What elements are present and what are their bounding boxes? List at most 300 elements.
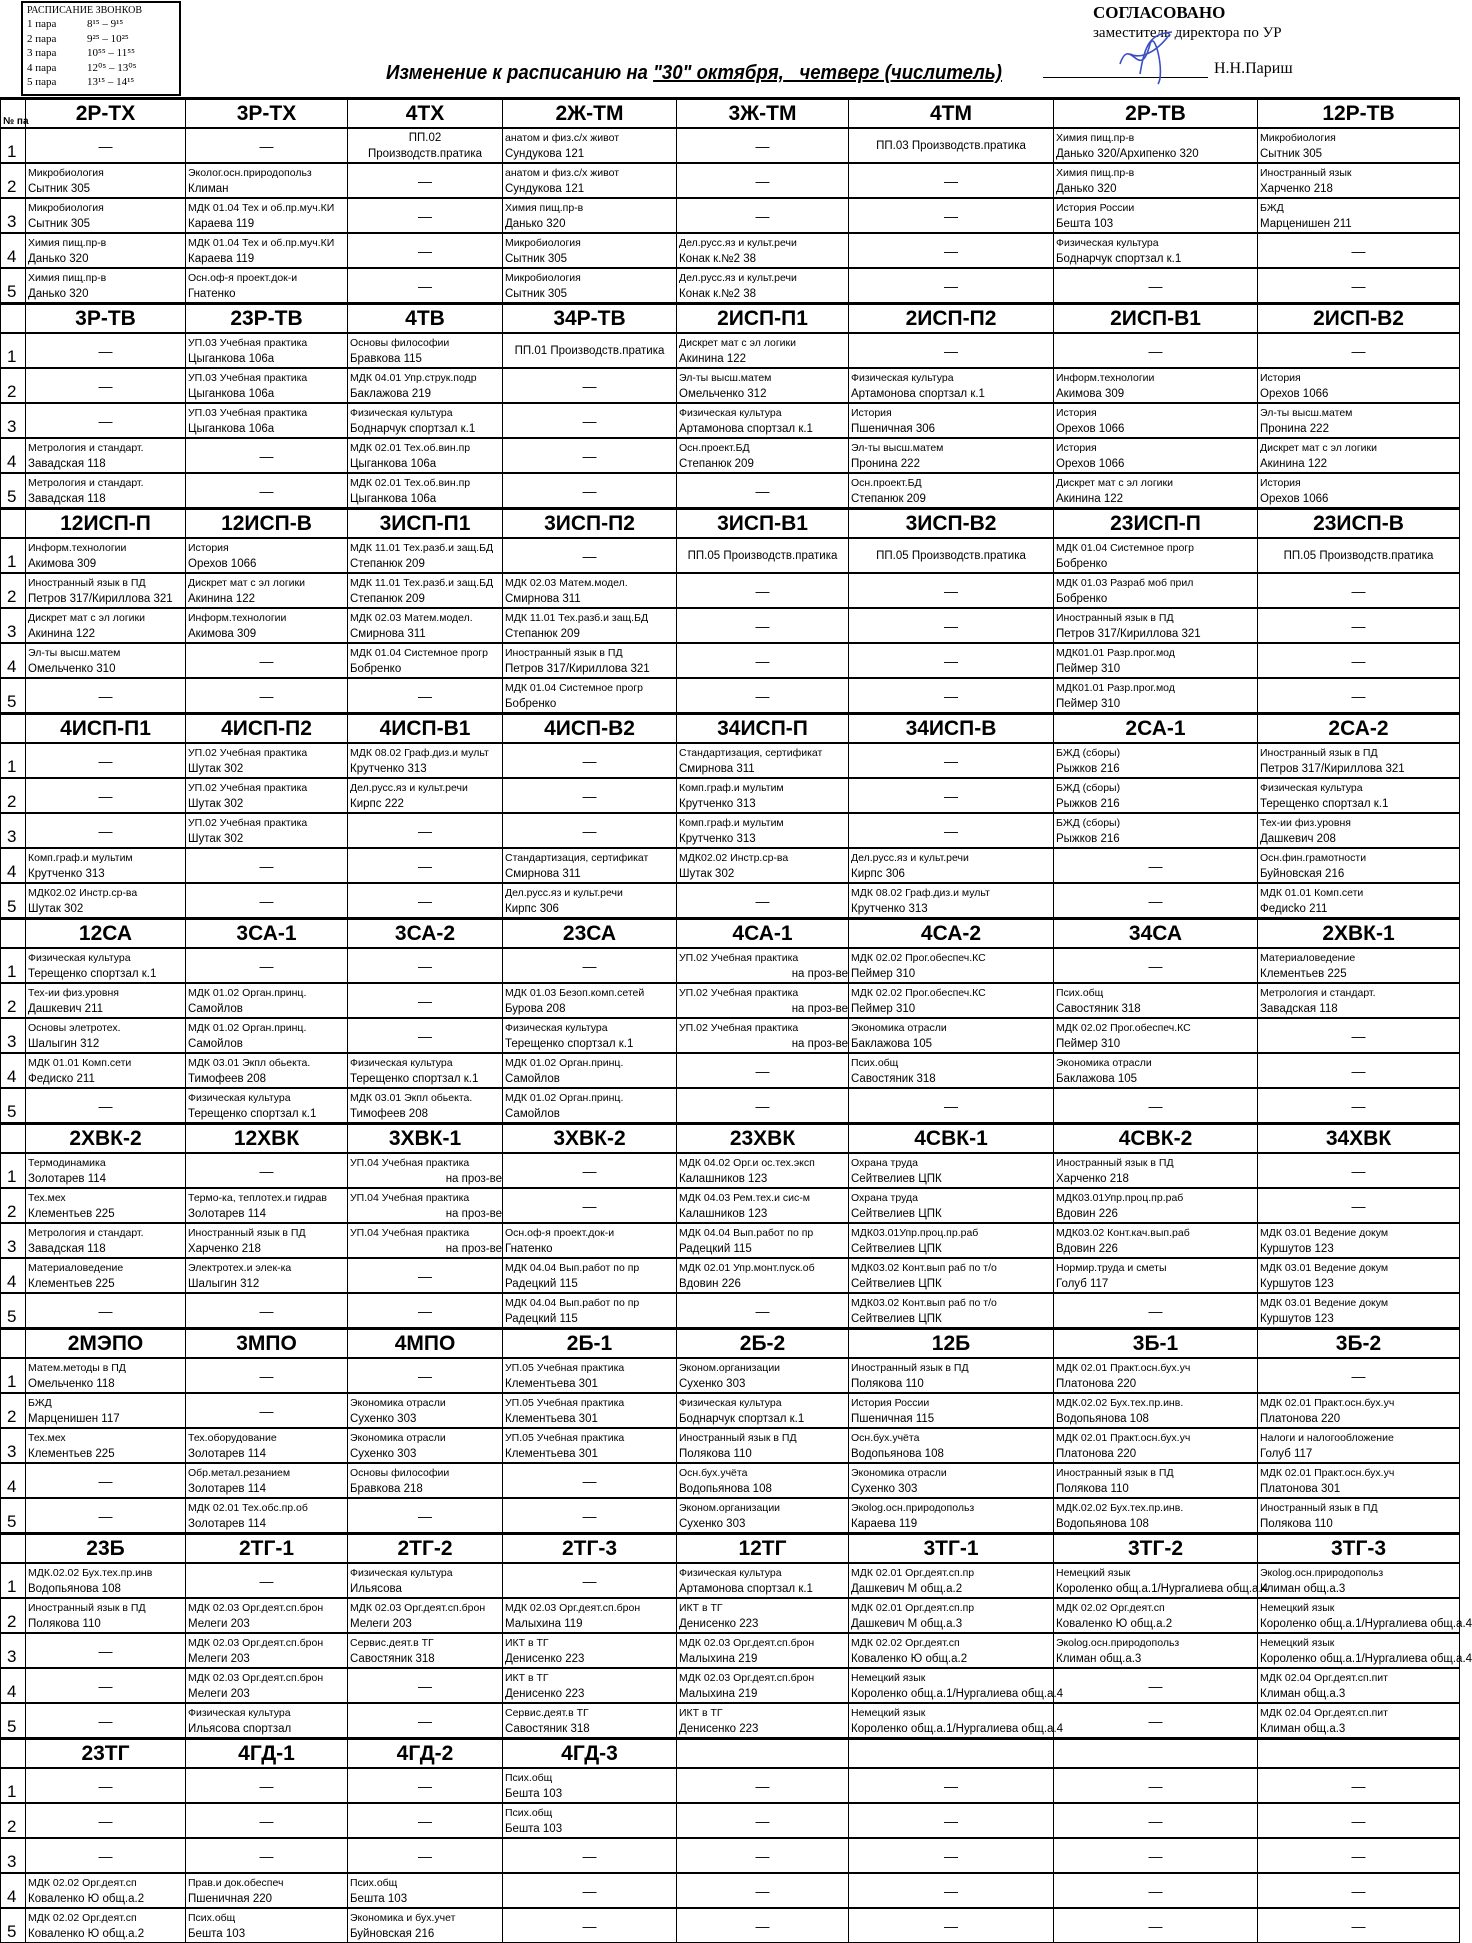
lesson-cell <box>503 1393 677 1428</box>
table-row <box>1 473 1460 509</box>
teacher-room-label: Крутченко 313 <box>679 832 756 845</box>
teacher-room-label: Дашкевич М общ.а.2 <box>851 1582 963 1595</box>
group-name: 2Р-ТВ <box>1054 99 1258 129</box>
group-name: 2СА-2 <box>1258 714 1460 744</box>
lesson-cell <box>1258 778 1460 813</box>
empty-cell: — <box>26 1703 186 1739</box>
subject-label: МДК 02.01 Орг.деят.сп.пр <box>851 1601 975 1614</box>
empty-cell: — <box>849 1838 1054 1873</box>
subject-label: Комп.граф.и мультим <box>679 816 784 829</box>
teacher-room-label: Завадская 118 <box>1260 1002 1338 1015</box>
teacher-room-label: Куршутов 123 <box>1260 1312 1334 1325</box>
table-row <box>1 1498 1460 1534</box>
lesson-cell <box>1054 1358 1258 1393</box>
teacher-room-label: Радецкий 115 <box>505 1277 578 1290</box>
teacher-room-label: Тимофеев 208 <box>350 1107 428 1120</box>
teacher-room-label: Дашкевич 208 <box>1260 832 1336 845</box>
teacher-room-label: Конак к.№2 38 <box>679 252 757 265</box>
empty-cell: — <box>849 1873 1054 1908</box>
subject-label: УП.02 Учебная практика <box>188 746 308 759</box>
empty-cell: — <box>348 1358 503 1393</box>
teacher-room-label: Дашкевич 211 <box>28 1002 104 1015</box>
teacher-room-label: Караева 119 <box>188 217 255 230</box>
subject-label: МДК 02.02 Орг.деят.сп <box>851 1636 960 1649</box>
subject-label: МДК 02.02 Орг.деят.сп <box>1056 1601 1165 1614</box>
lesson-cell <box>186 1018 348 1053</box>
lesson-cell <box>677 368 849 403</box>
group-name: 4ИСП-П1 <box>26 714 186 744</box>
teacher-room-label: Сухенко 303 <box>350 1447 417 1460</box>
subject-label: МДК 04.02 Орг.и ос.тех.эксп <box>679 1156 815 1169</box>
empty-cell: — <box>186 438 348 473</box>
table-row <box>1 1803 1460 1838</box>
pair-number: 1 <box>1 1768 26 1803</box>
lesson-cell <box>348 1153 503 1188</box>
teacher-room-label: Золотарев 114 <box>188 1207 267 1220</box>
subject-label: Иностранный язык в ПД <box>1260 746 1378 759</box>
empty-cell: — <box>1258 1908 1460 1943</box>
teacher-room-label: Пеймер 310 <box>1056 697 1121 710</box>
title-date: "30" октября, <box>653 62 784 84</box>
teacher-room-label: Терещенко спортзал к.1 <box>28 967 157 980</box>
teacher-room-label: Данько 320 <box>28 287 89 300</box>
teacher-room-label: Самойлов <box>188 1037 243 1050</box>
lesson-cell <box>1054 608 1258 643</box>
lesson-cell <box>186 1053 348 1088</box>
subject-label: Охрана труда <box>851 1156 918 1169</box>
subject-label: МДК 03.01 Ведение докум <box>1260 1226 1389 1239</box>
lesson-cell <box>849 1703 1064 1739</box>
teacher-room-label: Завадская 118 <box>28 457 106 470</box>
empty-cell: — <box>348 883 503 919</box>
subject-label: Экolog.осн.природопольз <box>1056 1636 1180 1649</box>
subject-label: ИКТ в ТГ <box>679 1706 723 1719</box>
empty-cell: — <box>677 128 849 163</box>
subject-label: МДК.02.02 Бух.тех.пр.инв. <box>1056 1396 1184 1409</box>
table-row <box>1 1908 1460 1943</box>
group-name: 4ИСП-В1 <box>348 714 503 744</box>
subject-label: Физическая культура <box>350 1566 453 1579</box>
subject-label: Иностранный язык в ПД <box>1260 1501 1378 1514</box>
lesson-cell <box>1258 743 1460 778</box>
empty-cell: — <box>1054 1873 1258 1908</box>
teacher-room-label: Сейтвелиев ЦПК <box>851 1207 942 1220</box>
pair-number: 3 <box>1 1223 26 1258</box>
lesson-cell: ПП.05 Производств.пратика <box>677 538 849 573</box>
pair-number: 5 <box>1 473 26 509</box>
teacher-room-label: Боднарчук спортзал к.1 <box>1056 252 1182 265</box>
subject-label: Дискрет мат с эл логики <box>28 611 146 624</box>
pair-number: 2 <box>1 1393 26 1428</box>
subject-label: Эколог.осн.природопольз <box>188 166 312 179</box>
teacher-room-label: Марценишен 211 <box>1260 217 1352 230</box>
pair-number: 4 <box>1 1668 26 1703</box>
subject-label: Физическая культура <box>505 1021 608 1034</box>
group-name: 4ТМ <box>849 99 1054 129</box>
subject-label: Микробиология <box>28 201 104 214</box>
subject-label: УП.05 Учебная практика <box>505 1396 625 1409</box>
empty-cell: — <box>186 883 348 919</box>
empty-cell: — <box>1258 1153 1460 1188</box>
group-name: 3ИСП-П2 <box>503 509 677 539</box>
lesson-cell <box>1054 678 1258 714</box>
teacher-room-label: Крутченко 313 <box>851 902 928 915</box>
subject-label: Физическая культура <box>851 371 954 384</box>
lesson-cell <box>849 1188 1054 1223</box>
empty-cell: — <box>677 1768 849 1803</box>
subject-label: Иностранный язык в ПД <box>1056 1156 1174 1169</box>
subject-label: БЖД <box>28 1396 52 1409</box>
subject-label: Осн.фин.грамотности <box>1260 851 1367 864</box>
subject-label: Экolog.осн.природопольз <box>1260 1566 1384 1579</box>
subject-label: Иностранный язык в ПД <box>28 576 146 589</box>
subject-label: МДК 04.04 Вып.работ по пр <box>505 1296 640 1309</box>
teacher-room-label: Сытник 305 <box>28 182 91 195</box>
empty-cell: — <box>503 1153 677 1188</box>
lesson-cell <box>348 1088 503 1124</box>
lesson-cell <box>348 403 503 438</box>
empty-cell: — <box>1054 1803 1258 1838</box>
group-name <box>1258 1739 1460 1769</box>
pair-number: 1 <box>1 1153 26 1188</box>
lesson-cell <box>1054 573 1258 608</box>
subject-label: МДК 11.01 Тех.разб.и защ.БД <box>505 611 649 624</box>
empty-cell: — <box>186 1803 348 1838</box>
teacher-room-label: Платонова 301 <box>1260 1482 1341 1495</box>
group-name: 12Р-ТВ <box>1258 99 1460 129</box>
subject-label: Основы философии <box>350 336 450 349</box>
lesson-cell <box>503 268 677 304</box>
lesson-cell <box>186 403 348 438</box>
pair-number-header <box>1 714 26 744</box>
pair-number: 5 <box>1 1293 26 1329</box>
table-row <box>1 438 1460 473</box>
teacher-room-label: Крутченко 313 <box>28 867 105 880</box>
table-row <box>1 128 1460 163</box>
teacher-room-label: Климан общ.а.3 <box>1260 1582 1346 1595</box>
group-name: 3ИСП-В1 <box>677 509 849 539</box>
group-name: 3Р-ТВ <box>26 304 186 334</box>
empty-cell: — <box>1054 268 1258 304</box>
table-row <box>1 983 1460 1018</box>
teacher-room-label: Харченко 218 <box>188 1242 261 1255</box>
lesson-cell <box>1258 198 1460 233</box>
empty-cell: — <box>348 1838 503 1873</box>
empty-cell: — <box>677 678 849 714</box>
lesson-cell <box>503 1293 677 1329</box>
teacher-room-label: Смирнова 311 <box>350 627 426 640</box>
lesson-cell <box>186 573 348 608</box>
pair-number: 5 <box>1 678 26 714</box>
empty-cell: — <box>677 883 849 919</box>
empty-cell: — <box>186 643 348 678</box>
lesson-cell: ПП.05 Производств.пратика <box>1258 538 1460 573</box>
group-header-row <box>1 919 1460 949</box>
empty-cell: — <box>348 1803 503 1838</box>
subject-label: Метрология и стандарт. <box>1260 986 1376 999</box>
teacher-room-label: Цыганкова 106а <box>350 457 437 470</box>
subject-label: Материаловедение <box>28 1261 124 1274</box>
teacher-room-label: Данько 320/Архипенко 320 <box>1056 147 1199 160</box>
pair-number: 2 <box>1 1188 26 1223</box>
teacher-room-label: Шутак 302 <box>28 902 84 915</box>
lesson-cell <box>503 1223 677 1258</box>
table-row <box>1 1293 1460 1329</box>
lesson-cell <box>1054 1188 1258 1223</box>
teacher-room-label: Акимова 309 <box>28 557 97 570</box>
teacher-room-label: Водопьянова 108 <box>679 1482 772 1495</box>
subject-label: МДК 01.04 Системное прогр <box>350 646 488 659</box>
group-name: 2МЭПО <box>26 1329 186 1359</box>
teacher-room-label: Караева 119 <box>851 1517 918 1530</box>
lesson-cell <box>1258 403 1460 438</box>
teacher-room-label: Коваленко Ю общ.а.2 <box>28 1927 145 1940</box>
teacher-room-label: Пшеничная 220 <box>188 1892 273 1905</box>
lesson-cell <box>503 1258 677 1293</box>
subject-label: Термо-ка, теплотех.и гидрав <box>188 1191 327 1204</box>
empty-cell: — <box>849 1088 1054 1124</box>
group-name: 12Б <box>849 1329 1054 1359</box>
subject-label: МДК01.01 Разр.прог.мод <box>1056 681 1175 694</box>
lesson-cell <box>348 473 503 509</box>
subject-label: МДК 01.01 Комп.сети <box>28 1056 132 1069</box>
lesson-cell <box>677 403 849 438</box>
lesson-cell <box>186 333 348 368</box>
empty-cell: — <box>348 678 503 714</box>
teacher-room-label: Орехов 1066 <box>1260 387 1329 400</box>
empty-cell: — <box>677 643 849 678</box>
subject-label: МДК01.01 Разр.прог.мод <box>1056 646 1175 659</box>
empty-cell: — <box>186 1838 348 1873</box>
teacher-room-label: Ильясова <box>350 1582 402 1595</box>
subject-label: Тех.мех <box>28 1191 66 1204</box>
group-name: 23ТГ <box>26 1739 186 1769</box>
subject-label: Немецкий язык <box>851 1671 926 1684</box>
teacher-room-label: Крутченко 313 <box>679 797 756 810</box>
empty-cell: — <box>26 368 186 403</box>
teacher-room-label: Шалыгин 312 <box>188 1277 260 1290</box>
lesson-cell <box>348 1633 503 1668</box>
subject-label: История <box>1056 406 1097 419</box>
teacher-room-label: Савостяник 318 <box>505 1722 590 1735</box>
table-row <box>1 1428 1460 1463</box>
subject-label: МДК 02.02 Прог.обеспеч.КС <box>851 951 986 964</box>
teacher-room-label: Климан общ.а.3 <box>1260 1722 1346 1735</box>
teacher-room-label: Голуб 117 <box>1056 1277 1109 1290</box>
table-row <box>1 1463 1460 1498</box>
pair-number: 1 <box>1 128 26 163</box>
teacher-room-label: на проз-ве <box>445 1172 502 1185</box>
lesson-cell <box>348 743 503 778</box>
subject-label: МДК 02.01 Практ.осн.бух.уч <box>1056 1431 1191 1444</box>
subject-label: История <box>1260 371 1301 384</box>
empty-cell: — <box>849 643 1054 678</box>
lesson-cell <box>1054 813 1258 848</box>
teacher-room-label: Шутак 302 <box>188 797 244 810</box>
lesson-cell <box>348 1053 503 1088</box>
group-header-row <box>1 99 1460 129</box>
teacher-room-label: Сейтвелиев ЦПК <box>851 1242 942 1255</box>
teacher-room-label: Завадская 118 <box>28 492 106 505</box>
subject-label: Химия пищ.пр-в <box>505 201 584 214</box>
lesson-cell <box>348 1908 503 1943</box>
lesson-cell <box>1054 198 1258 233</box>
subject-label: БЖД (сборы) <box>1056 816 1121 829</box>
teacher-room-label: Мелеги 203 <box>188 1687 250 1700</box>
teacher-room-label: Бобренко <box>1056 592 1108 605</box>
lesson-cell <box>849 848 1054 883</box>
pair-number: 2 <box>1 368 26 403</box>
lesson-cell <box>1054 1223 1258 1258</box>
teacher-room-label: Денисенко 223 <box>505 1652 585 1665</box>
teacher-room-label: Денисенко 223 <box>505 1687 585 1700</box>
subject-label: МДК 04.04 Вып.работ по пр <box>679 1226 814 1239</box>
teacher-room-label: Акинина 122 <box>28 627 96 640</box>
lesson-cell <box>849 1258 1054 1293</box>
lesson-cell <box>677 1703 849 1739</box>
empty-cell: — <box>348 948 503 983</box>
teacher-room-label: Баклажова 219 <box>350 387 432 400</box>
group-name: 4МПО <box>348 1329 503 1359</box>
pair-number: 3 <box>1 1633 26 1668</box>
subject-label: МДК 02.03 Орг.деят.сп.брон <box>188 1601 324 1614</box>
teacher-room-label: Куршутов 123 <box>1260 1277 1334 1290</box>
table-row <box>1 743 1460 778</box>
table-row <box>1 1393 1460 1428</box>
empty-cell: — <box>1258 1768 1460 1803</box>
lesson-cell <box>1258 1668 1460 1703</box>
teacher-room-label: Рыжков 216 <box>1056 762 1120 775</box>
teacher-room-label: на проз-ве <box>791 967 848 980</box>
empty-cell: — <box>503 1188 677 1223</box>
teacher-room-label: Степанюк 209 <box>505 627 580 640</box>
teacher-room-label: Короленко общ.а.1/Нургалиева общ.а.4 <box>1056 1582 1269 1595</box>
teacher-room-label: Пронина 222 <box>1260 422 1329 435</box>
subject-label: УП.04 Учебная практика <box>350 1156 470 1169</box>
subject-label: Химия пищ.пр-в <box>28 236 107 249</box>
lesson-cell <box>26 1258 186 1293</box>
empty-cell: — <box>1258 1053 1460 1088</box>
teacher-room-label: Пшеничная 115 <box>851 1412 935 1425</box>
subject-label: Эл-ты высш.матем <box>1260 406 1353 419</box>
lesson-cell <box>186 163 348 198</box>
lesson-cell <box>26 608 186 643</box>
pair-number: 2 <box>1 573 26 608</box>
lesson-cell <box>849 1018 1054 1053</box>
teacher-room-label: Буйновская 216 <box>1260 867 1345 880</box>
subject-label: Экономика отрасли <box>1056 1056 1152 1069</box>
teacher-room-label: Малыхина 219 <box>679 1652 758 1665</box>
lesson-cell <box>503 983 677 1018</box>
lesson-cell <box>849 438 1054 473</box>
empty-cell: — <box>26 1633 186 1668</box>
bell-row: 4 пара 12⁰⁵ – 13⁰⁵ <box>27 61 137 74</box>
teacher-room-label: Клементьева 301 <box>505 1412 598 1425</box>
table-row <box>1 368 1460 403</box>
group-header-row <box>1 304 1460 334</box>
pair-number-header <box>1 304 26 334</box>
teacher-room-label: Золотарев 114 <box>28 1172 107 1185</box>
pair-number: 2 <box>1 983 26 1018</box>
table-row <box>1 608 1460 643</box>
empty-cell: — <box>1054 1293 1258 1329</box>
subject-label: Физическая культура <box>350 406 453 419</box>
subject-label: УП.02 Учебная практика <box>679 1021 799 1034</box>
subject-label: УП.02 Учебная практика <box>679 986 799 999</box>
teacher-room-label: Степанюк 209 <box>350 592 425 605</box>
lesson-cell <box>26 983 186 1018</box>
subject-label: МДК 02.04 Орг.деят.сп.пит <box>1260 1706 1388 1719</box>
subject-label: МДК 11.01 Тех.разб.и защ.БД <box>350 576 494 589</box>
teacher-room-label: Степанюк 209 <box>679 457 754 470</box>
pair-number: 1 <box>1 948 26 983</box>
empty-cell: — <box>348 1768 503 1803</box>
lesson-cell <box>1258 1703 1460 1739</box>
table-row <box>1 1088 1460 1124</box>
group-name: 23Б <box>26 1534 186 1564</box>
teacher-room-label: Марценишен 117 <box>28 1412 120 1425</box>
teacher-room-label: Омельченко 310 <box>28 662 116 675</box>
teacher-room-label: Клементьев 225 <box>1260 967 1347 980</box>
subject-label: Псих.общ <box>1056 986 1104 999</box>
empty-cell: — <box>1054 1088 1258 1124</box>
pair-number: 1 <box>1 1563 26 1598</box>
lesson-cell <box>677 1633 849 1668</box>
lesson-cell <box>849 1668 1064 1703</box>
subject-label: УП.04 Учебная практика <box>350 1191 470 1204</box>
group-name <box>849 1739 1054 1769</box>
empty-cell: — <box>26 1768 186 1803</box>
subject-label: МДК 01.04 Тех и об.пр.муч.КИ <box>188 236 335 249</box>
lesson-cell <box>1258 368 1460 403</box>
lesson-cell <box>503 198 677 233</box>
empty-cell: — <box>348 233 503 268</box>
teacher-room-label: Савостяник 318 <box>350 1652 435 1665</box>
lesson-cell <box>186 1703 348 1739</box>
empty-cell: — <box>26 333 186 368</box>
group-name: 4ТХ <box>348 99 503 129</box>
subject-label: Иностранный язык в ПД <box>505 646 623 659</box>
subject-label: Иностранный язык в ПД <box>28 1601 146 1614</box>
teacher-room-label: Степанюк 209 <box>851 492 926 505</box>
lesson-cell <box>503 608 677 643</box>
pair-number: 1 <box>1 1358 26 1393</box>
empty-cell: — <box>1258 333 1460 368</box>
pair-number-header <box>1 1124 26 1154</box>
lesson-cell <box>348 643 503 678</box>
lesson-cell <box>1054 1498 1258 1534</box>
teacher-room-label: Бешта 103 <box>505 1787 563 1800</box>
teacher-room-label: Петров 317/Кириллова 321 <box>505 662 650 675</box>
lesson-cell <box>1258 438 1460 473</box>
table-row <box>1 1703 1460 1739</box>
lesson-cell <box>503 883 677 919</box>
lesson-cell <box>186 1223 348 1258</box>
lesson-cell <box>503 678 677 714</box>
group-name: 3ХВК-1 <box>348 1124 503 1154</box>
empty-cell: — <box>849 333 1054 368</box>
subject-label: Нормир.труда и сметы <box>1056 1261 1167 1274</box>
subject-label: МДК 02.01 Орг.деят.сп.пр <box>851 1566 975 1579</box>
lesson-cell <box>849 403 1054 438</box>
group-name: 2ТГ-1 <box>186 1534 348 1564</box>
subject-label: МДК02.02 Инстр.ср-ва <box>28 886 138 899</box>
lesson-cell <box>186 1598 348 1633</box>
empty-cell: — <box>677 1053 849 1088</box>
lesson-cell <box>1054 643 1258 678</box>
lesson-cell <box>26 1428 186 1463</box>
empty-cell: — <box>503 1463 677 1498</box>
